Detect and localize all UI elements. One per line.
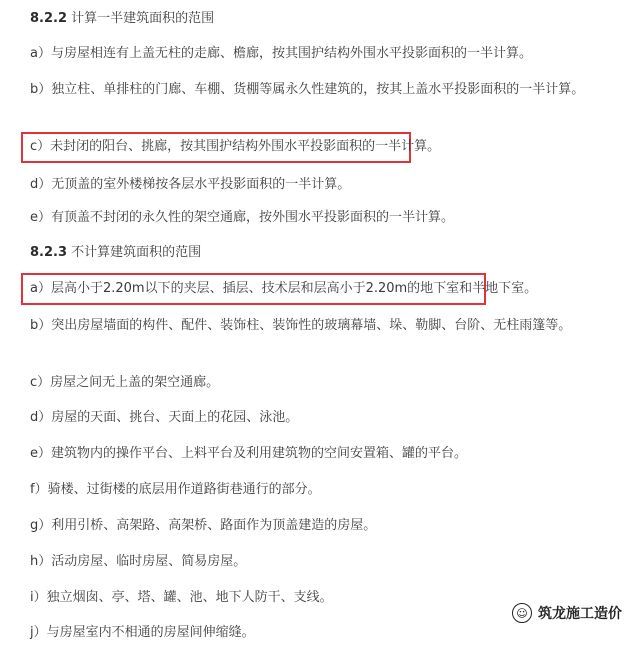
list-item-823-c: c）房屋之间无上盖的架空通廊。 <box>30 375 220 390</box>
list-item-823-d: d）房屋的天面、挑台、天面上的花园、泳池。 <box>30 410 299 425</box>
wechat-official-account-icon: ☺ <box>512 603 532 623</box>
list-item-823-b: b）突出房屋墙面的构件、配件、装饰柱、装饰性的玻璃幕墙、垛、勒脚、台阶、无柱雨篷等。 <box>30 318 572 333</box>
section-title: 计算一半建筑面积的范围 <box>71 11 215 26</box>
list-item-823-e: e）建筑物内的操作平台、上料平台及利用建筑物的空间安置箱、罐的平台。 <box>30 446 467 461</box>
list-item-822-d: d）无顶盖的室外楼梯按各层水平投影面积的一半计算。 <box>30 177 351 192</box>
list-item-823-f: f）骑楼、过街楼的底层用作道路街巷通行的部分。 <box>30 482 321 497</box>
list-item-822-c: c）未封闭的阳台、挑廊，按其围护结构外围水平投影面积的一半计算。 <box>30 139 441 154</box>
section-823-heading <box>30 243 616 263</box>
list-item-823-g: g）利用引桥、高架路、高架桥、路面作为顶盖建造的房屋。 <box>30 518 377 533</box>
section-number: 8.2.3 <box>30 245 68 260</box>
watermark-text: 筑龙施工造价 <box>538 606 622 622</box>
list-item-823-i: i）独立烟囱、亭、塔、罐、池、地下人防干、支线。 <box>30 590 333 605</box>
watermark <box>512 603 622 623</box>
list-item-823-j: j）与房屋室内不相通的房屋间伸缩缝。 <box>30 625 255 640</box>
list-item-822-b: b）独立柱、单排柱的门廊、车棚、货棚等属永久性建筑的，按其上盖水平投影面积的一半计算。 <box>30 82 585 97</box>
section-number: 8.2.2 <box>30 11 68 26</box>
list-item-823-a: a）层高小于2.20m以下的夹层、插层、技术层和层高小于2.20m的地下室和半地下室。 <box>30 281 538 296</box>
list-item-823-h: h）活动房屋、临时房屋、简易房屋。 <box>30 554 247 569</box>
section-title: 不计算建筑面积的范围 <box>71 245 202 260</box>
list-item-822-e: e）有顶盖不封闭的永久性的架空通廊，按外围水平投影面积的一半计算。 <box>30 210 454 225</box>
section-822-heading <box>30 9 616 29</box>
list-item-822-a: a）与房屋相连有上盖无柱的走廊、檐廊，按其围护结构外围水平投影面积的一半计算。 <box>30 46 532 61</box>
